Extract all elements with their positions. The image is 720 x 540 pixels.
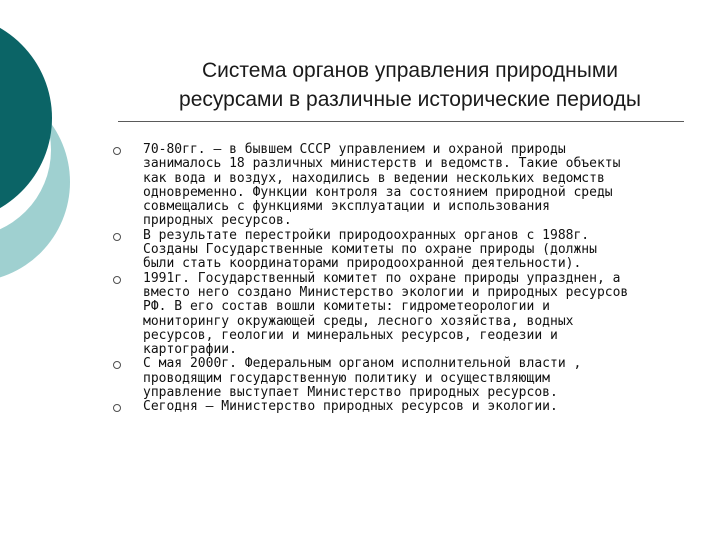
bullet-1-line: 70-80гг. – в бывшем СССР управлением и охраной природы — [143, 142, 566, 157]
bullet-item-4 — [113, 357, 683, 400]
bullet-1-line: занималось 18 различных министерств и ведомств. Такие объекты — [143, 156, 621, 172]
bullet-list — [113, 143, 683, 415]
bullet-3-line: ресурсов, геологии и минеральных ресурсов, геодезии и — [143, 327, 558, 343]
bullet-1-line: совмещались с функциями эксплуатации и использования — [143, 199, 550, 215]
title-divider — [118, 121, 684, 122]
title-line-1: Система органов управления природными — [201, 59, 619, 82]
bullet-item-5 — [113, 400, 683, 414]
bullet-4-line: проводящим государственную политику и осуществляющим — [143, 370, 550, 386]
title-line-2: ресурсами в различные исторические периоды — [179, 88, 641, 111]
bullet-2-line: Созданы Государственные комитеты по охране природы (должны — [143, 242, 597, 258]
bullet-2-line: были стать координаторами природоохранной деятельности). — [143, 256, 582, 272]
bullet-4-line: управление выступает Министерство природных ресурсов. — [143, 385, 558, 401]
bullet-item-3 — [113, 272, 683, 358]
bullet-item-2 — [113, 229, 683, 272]
bullet-5-line: Сегодня – Министерство природных ресурсов и экологии. — [143, 399, 558, 415]
bullet-3-line: вместо него создано Министерство экологии и природных ресурсов — [143, 284, 629, 300]
bullet-1-line: одновременно. Функции контроля за состоянием природной среды — [143, 184, 613, 200]
bullet-2-line: В результате перестройки природоохранных органов с 1988г. — [143, 227, 590, 243]
bullet-4-line: С мая 2000г. Федеральным органом исполнительной власти , — [143, 356, 582, 372]
bullet-1-line: природных ресурсов. — [143, 213, 292, 229]
bullet-3-line: мониторингу окружающей среды, лесного хозяйства, водных — [143, 313, 574, 329]
bullet-3-line: картографии. — [143, 342, 237, 358]
circle-bullet-icon — [113, 147, 121, 155]
circle-bullet-icon — [113, 361, 121, 369]
circle-bullet-icon — [113, 233, 121, 241]
bullet-3-line: 1991г. Государственный комитет по охране природы упразднен, а — [143, 270, 621, 286]
bullet-item-1 — [113, 143, 683, 229]
circle-bullet-icon — [113, 276, 121, 284]
bullet-3-line: РФ. В его состав вошли комитеты: гидрометеорологии и — [143, 299, 550, 315]
decorative-circles — [0, 0, 120, 300]
slide-title — [130, 56, 690, 114]
circle-bullet-icon — [113, 404, 121, 412]
bullet-1-line: как вода и воздух, находились в ведении нескольких ведомств — [143, 170, 605, 186]
